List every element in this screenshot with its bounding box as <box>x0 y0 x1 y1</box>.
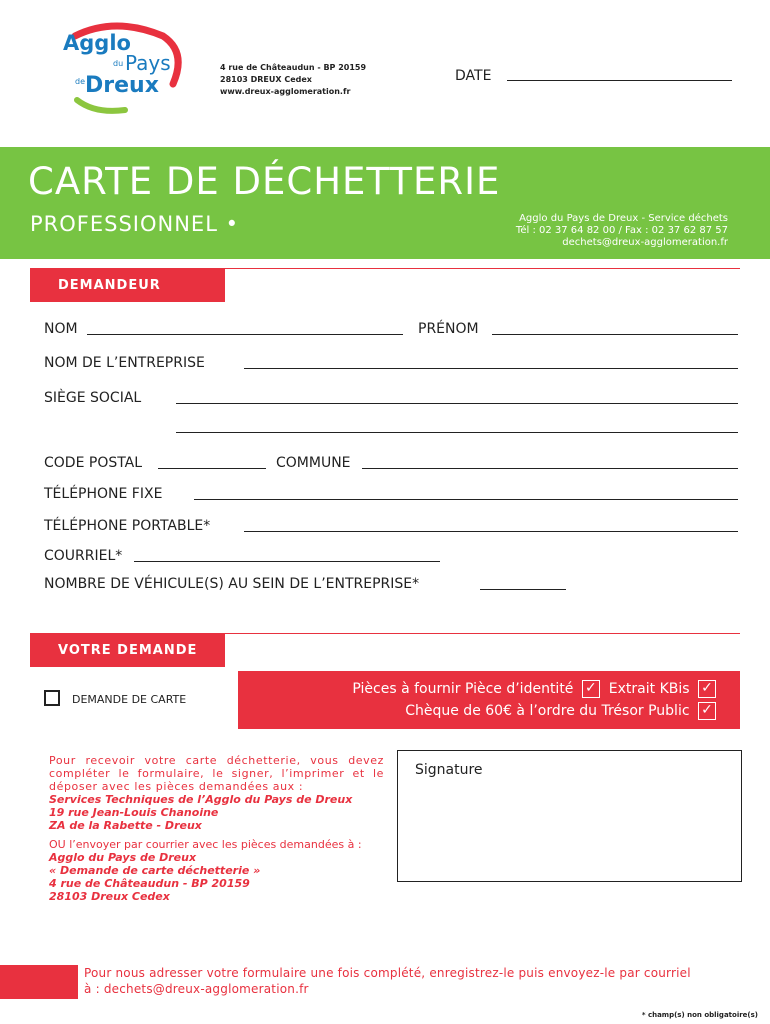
section-rule <box>30 268 740 269</box>
signature-label: Signature <box>415 762 483 778</box>
footer-accent <box>0 965 78 999</box>
check-icon: ✓ <box>698 680 716 698</box>
agglo-logo <box>55 22 185 114</box>
svg-text:du: du <box>113 59 124 68</box>
vehicules-label: NOMBRE DE VÉHICULE(S) AU SEIN DE L’ENTREPRISE* <box>44 576 420 592</box>
pieces-line2: Chèque de 60€ à l’ordre du Trésor Public <box>405 703 690 719</box>
page-title: CARTE DE DÉCHETTERIE <box>28 160 501 203</box>
commune-label: COMMUNE <box>276 455 351 471</box>
check-icon: ✓ <box>698 702 716 720</box>
tel-fixe-label: TÉLÉPHONE FIXE <box>44 486 163 502</box>
pieces-kbis: Extrait KBis <box>608 681 690 697</box>
agglo-logo-graphic <box>55 22 185 114</box>
date-field[interactable] <box>507 80 732 81</box>
pieces-box <box>238 671 740 729</box>
instructions-or: OU l’envoyer par courrier avec les pièces demandées à : <box>49 838 362 851</box>
section-rule <box>30 633 740 634</box>
tel-portable-label: TÉLÉPHONE PORTABLE* <box>44 518 211 534</box>
logo-pays-text: Pays <box>125 51 171 75</box>
logo-dreux-text: Dreux <box>85 73 159 98</box>
vehicules-field[interactable] <box>480 589 566 590</box>
courriel-label: COURRIEL* <box>44 548 123 564</box>
entreprise-field[interactable] <box>244 368 738 369</box>
nom-field[interactable] <box>87 334 403 335</box>
prenom-label: PRÉNOM <box>418 321 479 337</box>
nom-label: NOM <box>44 321 78 337</box>
pieces-line1: Pièces à fournir Pièce d’identité <box>352 681 574 697</box>
prenom-field[interactable] <box>492 334 738 335</box>
address-block: 4 rue de Châteaudun - BP 20159 28103 DREUX Cedex www.dreux-agglomeration.fr <box>220 63 367 96</box>
check-icon: ✓ <box>582 680 600 698</box>
date-label: DATE <box>455 68 492 84</box>
entreprise-label: NOM DE L’ENTREPRISE <box>44 355 205 371</box>
tel-portable-field[interactable] <box>244 531 738 532</box>
code-postal-label: CODE POSTAL <box>44 455 143 471</box>
instructions-intro: Pour recevoir votre carte déchetterie, vous devez compléter le formulaire, le signer, l’imprimer et le déposer avec les pièces demandées aux : <box>49 754 384 793</box>
demande-carte-label: DEMANDE DE CARTE <box>72 693 187 706</box>
commune-field[interactable] <box>362 468 738 469</box>
demandeur-header: DEMANDEUR <box>30 268 225 302</box>
svg-text:de: de <box>75 77 85 86</box>
instructions-block: Pour recevoir votre carte déchetterie, vous devez compléter le formulaire, le signer, l’imprimer et le déposer avec les pièces demandées aux : Services Techniques de l’Agglo du Pays de Dreux 19 rue Jean-Louis Chanoine ZA de la Rabette - Dreux OU l’envoyer par courrier avec les pièces demandées à : Agglo du Pays de Dreux « Demande de carte déchetterie » 4 rue de Châteaudun - BP 20159 28103 Dreux Cedex <box>49 754 384 903</box>
courriel-field[interactable] <box>134 561 440 562</box>
demande-carte-checkbox[interactable] <box>44 690 60 706</box>
siege-label: SIÈGE SOCIAL <box>44 390 142 406</box>
page-subtitle: PROFESSIONNEL • <box>30 212 239 236</box>
demande-header: VOTRE DEMANDE <box>30 633 225 667</box>
logo-agglo-text: Agglo <box>63 31 131 55</box>
siege-field-2[interactable] <box>176 432 738 433</box>
code-postal-field[interactable] <box>158 468 266 469</box>
siege-field-1[interactable] <box>176 403 738 404</box>
footnote: * champ(s) non obligatoire(s) <box>641 1011 758 1019</box>
tel-fixe-field[interactable] <box>194 499 738 500</box>
footer-text: Pour nous adresser votre formulaire une fois complété, enregistrez-le puis envoyez-le par courriel à : dechets@dreux-agglomeration.fr <box>84 966 691 996</box>
service-contact: Agglo du Pays de Dreux - Service déchets Tél : 02 37 64 82 00 / Fax : 02 37 62 87 57 dechets@dreux-agglomeration.fr <box>515 213 728 248</box>
